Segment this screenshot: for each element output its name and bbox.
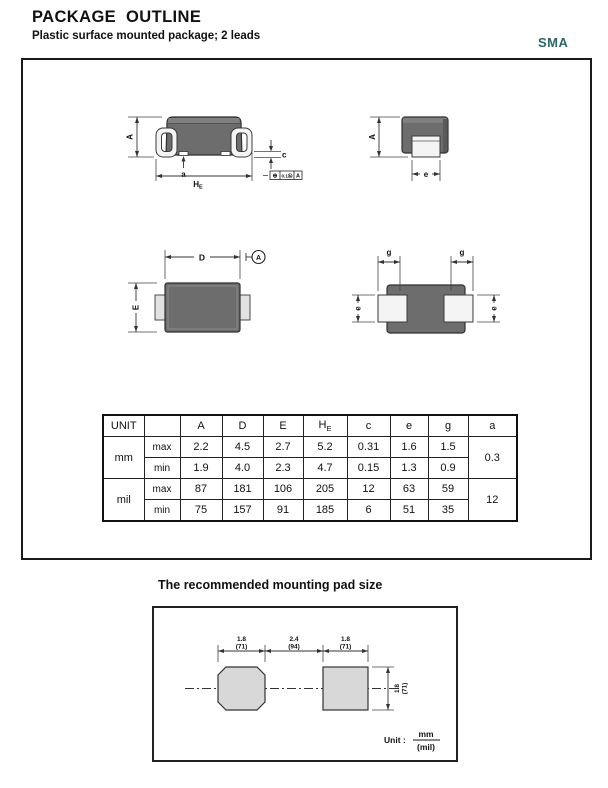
header-blank bbox=[144, 415, 180, 437]
svg-text:E: E bbox=[131, 304, 141, 311]
header-c: c bbox=[347, 415, 390, 437]
table-row-mil-min bbox=[103, 500, 517, 522]
svg-text:e: e bbox=[423, 170, 429, 179]
svg-text:(71): (71) bbox=[235, 643, 248, 651]
dim-value-cell: 51 bbox=[390, 500, 428, 522]
dim-value-cell: 185 bbox=[303, 500, 347, 522]
dim-value-cell: 4.5 bbox=[222, 437, 263, 458]
dim-value-cell: 63 bbox=[390, 479, 428, 500]
header-A: A bbox=[180, 415, 222, 437]
limit-cell: max bbox=[144, 437, 180, 458]
svg-text:1.8: 1.8 bbox=[236, 636, 247, 643]
svg-text:mm: mm bbox=[418, 729, 434, 739]
dim-value-cell: 2.7 bbox=[263, 437, 303, 458]
dim-value-cell: 2.3 bbox=[263, 458, 303, 479]
end-view-drawing bbox=[364, 108, 456, 190]
svg-text:e: e bbox=[489, 306, 499, 311]
package-code-badge: SMA bbox=[538, 35, 569, 50]
dim-value-cell: 205 bbox=[303, 479, 347, 500]
dim-value-cell: 4.0 bbox=[222, 458, 263, 479]
dim-value-cell: 12 bbox=[468, 479, 517, 522]
dim-value-cell: 12 bbox=[347, 479, 390, 500]
header-unit: UNIT bbox=[103, 415, 144, 437]
dim-D-top bbox=[165, 250, 240, 279]
header-e: e bbox=[390, 415, 428, 437]
svg-text:Unit :: Unit : bbox=[384, 735, 406, 745]
dim-value-cell: 1.3 bbox=[390, 458, 428, 479]
page-subtitle: Plastic surface mounted package; 2 leads bbox=[32, 30, 261, 42]
dim-value-cell: 157 bbox=[222, 500, 263, 522]
header-a: a bbox=[468, 415, 517, 437]
svg-text:2.4: 2.4 bbox=[289, 636, 299, 643]
feature-control-frame bbox=[263, 171, 302, 180]
dim-value-cell: 0.3 bbox=[468, 437, 517, 479]
bottom-view-drawing bbox=[346, 244, 506, 340]
svg-text:(71): (71) bbox=[401, 682, 409, 695]
dim-value-cell: 0.9 bbox=[428, 458, 468, 479]
position-symbol-icon: ⊕ bbox=[272, 173, 278, 180]
dim-value-cell: 0.31 bbox=[347, 437, 390, 458]
dim-value-cell: 1.9 bbox=[180, 458, 222, 479]
package-body-top bbox=[165, 283, 240, 332]
dim-value-cell: 2.2 bbox=[180, 437, 222, 458]
datum-A-symbol bbox=[246, 251, 265, 264]
svg-text:HE: HE bbox=[193, 180, 203, 191]
dim-c-side bbox=[254, 140, 287, 169]
dim-value-cell: 0.15 bbox=[347, 458, 390, 479]
dim-e-end bbox=[412, 160, 440, 181]
dim-value-cell: 59 bbox=[428, 479, 468, 500]
header-D: D bbox=[222, 415, 263, 437]
svg-text:A: A bbox=[255, 254, 262, 262]
unit-note bbox=[384, 729, 440, 752]
top-view-drawing bbox=[124, 246, 272, 342]
lead-end bbox=[412, 136, 440, 157]
svg-text:e: e bbox=[353, 306, 363, 311]
svg-text:1.8: 1.8 bbox=[340, 636, 351, 643]
dim-value-cell: 6 bbox=[347, 500, 390, 522]
limit-cell: min bbox=[144, 458, 180, 479]
svg-text:D: D bbox=[198, 252, 206, 263]
table-row-mm-max bbox=[103, 437, 517, 458]
svg-text:(94): (94) bbox=[288, 643, 300, 651]
dim-e-left bbox=[352, 295, 375, 322]
svg-text:(71): (71) bbox=[339, 643, 352, 651]
header-HE: $H_E$ bbox=[303, 415, 347, 437]
table-row-mm-min bbox=[103, 458, 517, 479]
unit-cell: mm bbox=[103, 437, 144, 479]
svg-text:g: g bbox=[459, 248, 465, 257]
svg-text:A: A bbox=[296, 173, 300, 180]
dim-e-right bbox=[477, 295, 500, 322]
svg-text:g: g bbox=[386, 248, 392, 257]
svg-text:A: A bbox=[368, 134, 377, 140]
mounting-pad-drawing bbox=[152, 606, 454, 758]
unit-cell: mil bbox=[103, 479, 144, 522]
table-header-row bbox=[103, 415, 517, 437]
svg-text:c: c bbox=[282, 150, 287, 160]
limit-cell: min bbox=[144, 500, 180, 522]
dim-E-top bbox=[128, 283, 157, 332]
svg-text:(mil): (mil) bbox=[417, 742, 435, 752]
table-row-mil-max bbox=[103, 479, 517, 500]
pad-horizontal-dims bbox=[218, 636, 368, 662]
header-E: E bbox=[263, 415, 303, 437]
svg-text:1.8: 1.8 bbox=[394, 683, 401, 694]
dim-value-cell: 1.6 bbox=[390, 437, 428, 458]
header-g: g bbox=[428, 415, 468, 437]
dim-value-cell: 35 bbox=[428, 500, 468, 522]
svg-text:a: a bbox=[181, 170, 186, 179]
right-pad bbox=[323, 667, 368, 710]
limit-cell: max bbox=[144, 479, 180, 500]
dim-value-cell: 4.7 bbox=[303, 458, 347, 479]
side-view-drawing bbox=[124, 108, 310, 190]
svg-text:A: A bbox=[125, 134, 135, 140]
dim-value-cell: 106 bbox=[263, 479, 303, 500]
dim-value-cell: 75 bbox=[180, 500, 222, 522]
dim-value-cell: 181 bbox=[222, 479, 263, 500]
page-title: PACKAGE OUTLINE bbox=[32, 8, 202, 26]
dim-value-cell: 5.2 bbox=[303, 437, 347, 458]
svg-text:0.1Ⓜ: 0.1Ⓜ bbox=[281, 173, 293, 179]
dimension-table bbox=[102, 414, 518, 522]
dim-value-cell: 91 bbox=[263, 500, 303, 522]
left-pad bbox=[218, 667, 265, 710]
mounting-heading: The recommended mounting pad size bbox=[158, 578, 383, 592]
dim-value-cell: 1.5 bbox=[428, 437, 468, 458]
dim-value-cell: 87 bbox=[180, 479, 222, 500]
